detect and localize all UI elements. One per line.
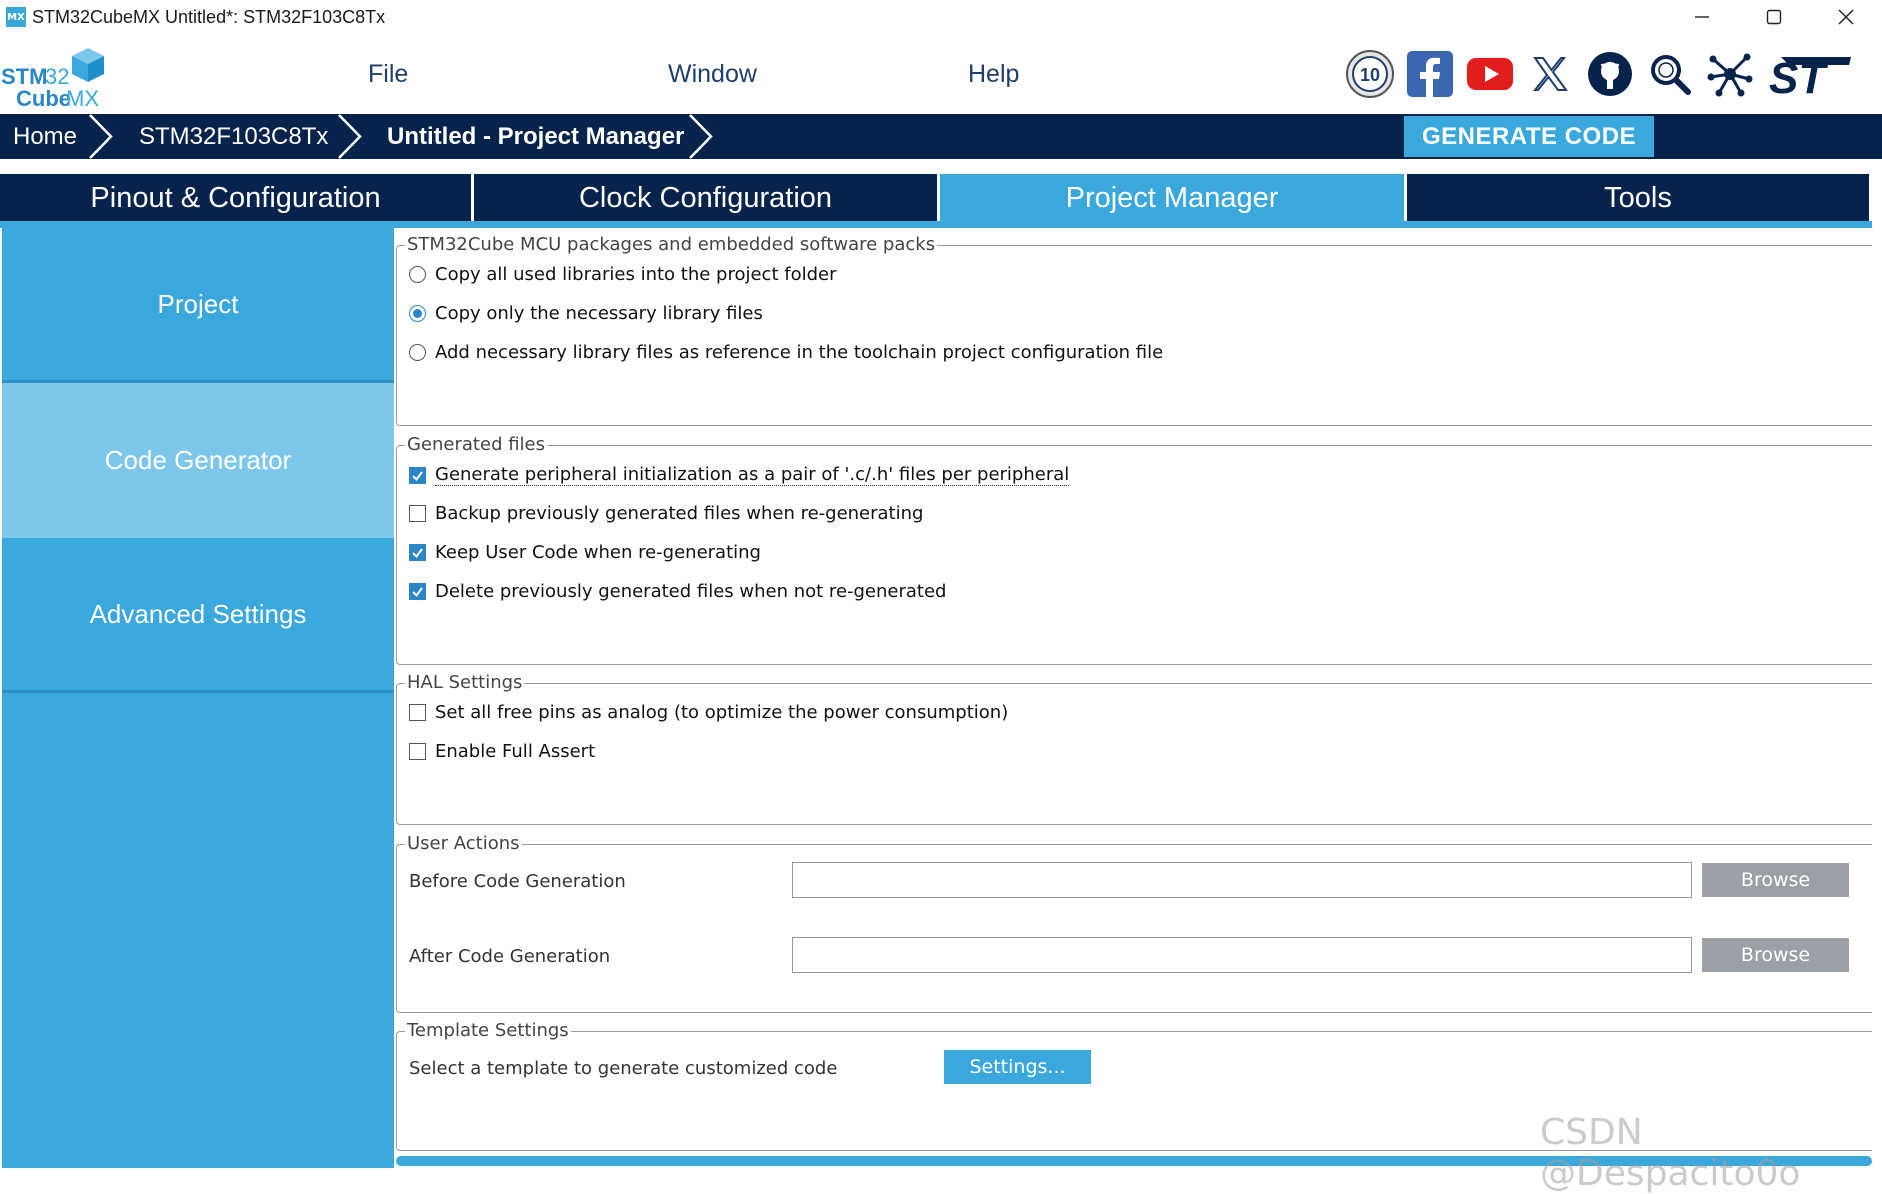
checkbox-delete-not-regenerated[interactable] (409, 581, 946, 602)
checkbox-enable-full-assert[interactable] (409, 741, 595, 762)
app-header (0, 34, 1882, 114)
checkbox-generate-peripheral-pairs[interactable] (409, 464, 1069, 486)
hal-settings-group (396, 672, 1872, 825)
radio-label: Copy only the necessary library files (435, 303, 763, 324)
checkbox-label: Backup previously generated files when re-generating (435, 503, 924, 524)
radio-add-as-reference[interactable] (409, 342, 1163, 363)
chevron-right-icon (88, 114, 114, 159)
facebook-icon[interactable] (1405, 49, 1455, 99)
template-settings-label: Select a template to generate customized code (409, 1058, 838, 1079)
radio-button[interactable] (409, 305, 426, 322)
generated-files-group (396, 434, 1872, 665)
checkbox[interactable] (409, 743, 426, 760)
watermark: CSDN @Despacito0o (1540, 1112, 1801, 1194)
radio-copy-necessary-files[interactable] (409, 303, 763, 324)
svg-text:32: 32 (45, 64, 70, 89)
project-manager-sidebar (2, 228, 394, 1168)
checkbox[interactable] (409, 544, 426, 561)
minimize-icon[interactable] (1666, 0, 1738, 34)
tab-project-manager[interactable]: Project Manager (940, 174, 1404, 222)
menu-window[interactable]: Window (668, 59, 757, 88)
svg-text:MX: MX (66, 86, 99, 111)
chevron-right-icon (688, 114, 714, 159)
checkbox-label: Set all free pins as analog (to optimize the power consumption) (435, 702, 1009, 723)
tab-tools[interactable]: Tools (1407, 174, 1869, 222)
tab-underline (0, 221, 1872, 228)
before-code-generation-label: Before Code Generation (409, 871, 626, 892)
after-code-generation-label: After Code Generation (409, 946, 611, 967)
social-links (1345, 48, 1855, 103)
tab-clock-configuration[interactable]: Clock Configuration (474, 174, 937, 222)
svg-text:Cube: Cube (16, 86, 71, 111)
after-code-generation-input[interactable] (792, 937, 1692, 973)
checkbox-label: Keep User Code when re-generating (435, 542, 761, 563)
breadcrumb-home[interactable]: Home (13, 122, 78, 150)
checkbox-label: Generate peripheral initialization as a pair of '.c/.h' files per peripheral (435, 464, 1070, 485)
breadcrumb-device[interactable]: STM32F103C8Tx (139, 122, 329, 150)
main-tabs (0, 171, 1872, 227)
stm32cubemx-logo (0, 44, 110, 110)
browse-before-button[interactable]: Browse (1702, 863, 1849, 897)
packages-legend: STM32Cube MCU packages and embedded software packs (407, 234, 936, 255)
youtube-icon[interactable] (1465, 49, 1515, 99)
chevron-right-icon (337, 114, 363, 159)
breadcrumb-project[interactable]: Untitled - Project Manager (387, 122, 685, 150)
generate-code-button[interactable]: GENERATE CODE (1404, 116, 1654, 157)
breadcrumb (0, 114, 1882, 159)
checkbox-label: Enable Full Assert (435, 741, 596, 762)
window-titlebar (0, 0, 1882, 34)
close-icon[interactable] (1810, 0, 1882, 34)
st-logo-icon[interactable] (1765, 49, 1855, 103)
network-icon[interactable] (1705, 49, 1755, 99)
user-actions-group (396, 833, 1872, 1013)
10-year-anniversary-icon[interactable] (1345, 49, 1395, 99)
checkbox[interactable] (409, 505, 426, 522)
before-code-generation-input[interactable] (792, 862, 1692, 898)
checkbox-keep-user-code[interactable] (409, 542, 761, 563)
app-icon: MX (6, 7, 26, 27)
sidebar-item-advanced-settings[interactable]: Advanced Settings (89, 598, 307, 629)
svg-text:ST: ST (1769, 54, 1826, 103)
packages-group (396, 234, 1872, 426)
x-icon[interactable] (1525, 49, 1575, 99)
radio-label: Copy all used libraries into the project folder (435, 264, 837, 285)
template-settings-legend: Template Settings (407, 1020, 569, 1041)
svg-text:10: 10 (1359, 65, 1381, 85)
generated-files-legend: Generated files (407, 434, 546, 455)
radio-copy-all-libraries[interactable] (409, 264, 836, 285)
browse-after-button[interactable]: Browse (1702, 938, 1849, 972)
github-icon[interactable] (1585, 49, 1635, 99)
menu-file[interactable]: File (368, 59, 409, 88)
sidebar-item-project[interactable]: Project (157, 288, 239, 319)
sidebar-item-code-generator[interactable]: Code Generator (2, 383, 394, 538)
window-title: STM32CubeMX Untitled*: STM32F103C8Tx (32, 6, 386, 27)
code-generator-panel (396, 228, 1872, 1168)
checkbox[interactable] (409, 583, 426, 600)
svg-text:STM: STM (1, 64, 48, 89)
checkbox-backup-generated-files[interactable] (409, 503, 923, 524)
template-settings-button[interactable]: Settings... (944, 1050, 1091, 1084)
checkbox-free-pins-analog[interactable] (409, 702, 1008, 723)
checkbox-label: Delete previously generated files when not re-generated (435, 581, 947, 602)
radio-label: Add necessary library files as reference in the toolchain project configuration file (435, 342, 1164, 363)
maximize-icon[interactable] (1738, 0, 1810, 34)
user-actions-legend: User Actions (407, 833, 520, 854)
tab-pinout-configuration[interactable]: Pinout & Configuration (0, 174, 471, 222)
hal-settings-legend: HAL Settings (407, 672, 523, 693)
menu-help[interactable]: Help (968, 59, 1020, 88)
sidebar-divider (2, 690, 394, 693)
search-icon[interactable] (1645, 49, 1695, 99)
checkbox[interactable] (409, 704, 426, 721)
checkbox[interactable] (409, 467, 426, 484)
radio-button[interactable] (409, 266, 426, 283)
radio-button[interactable] (409, 344, 426, 361)
